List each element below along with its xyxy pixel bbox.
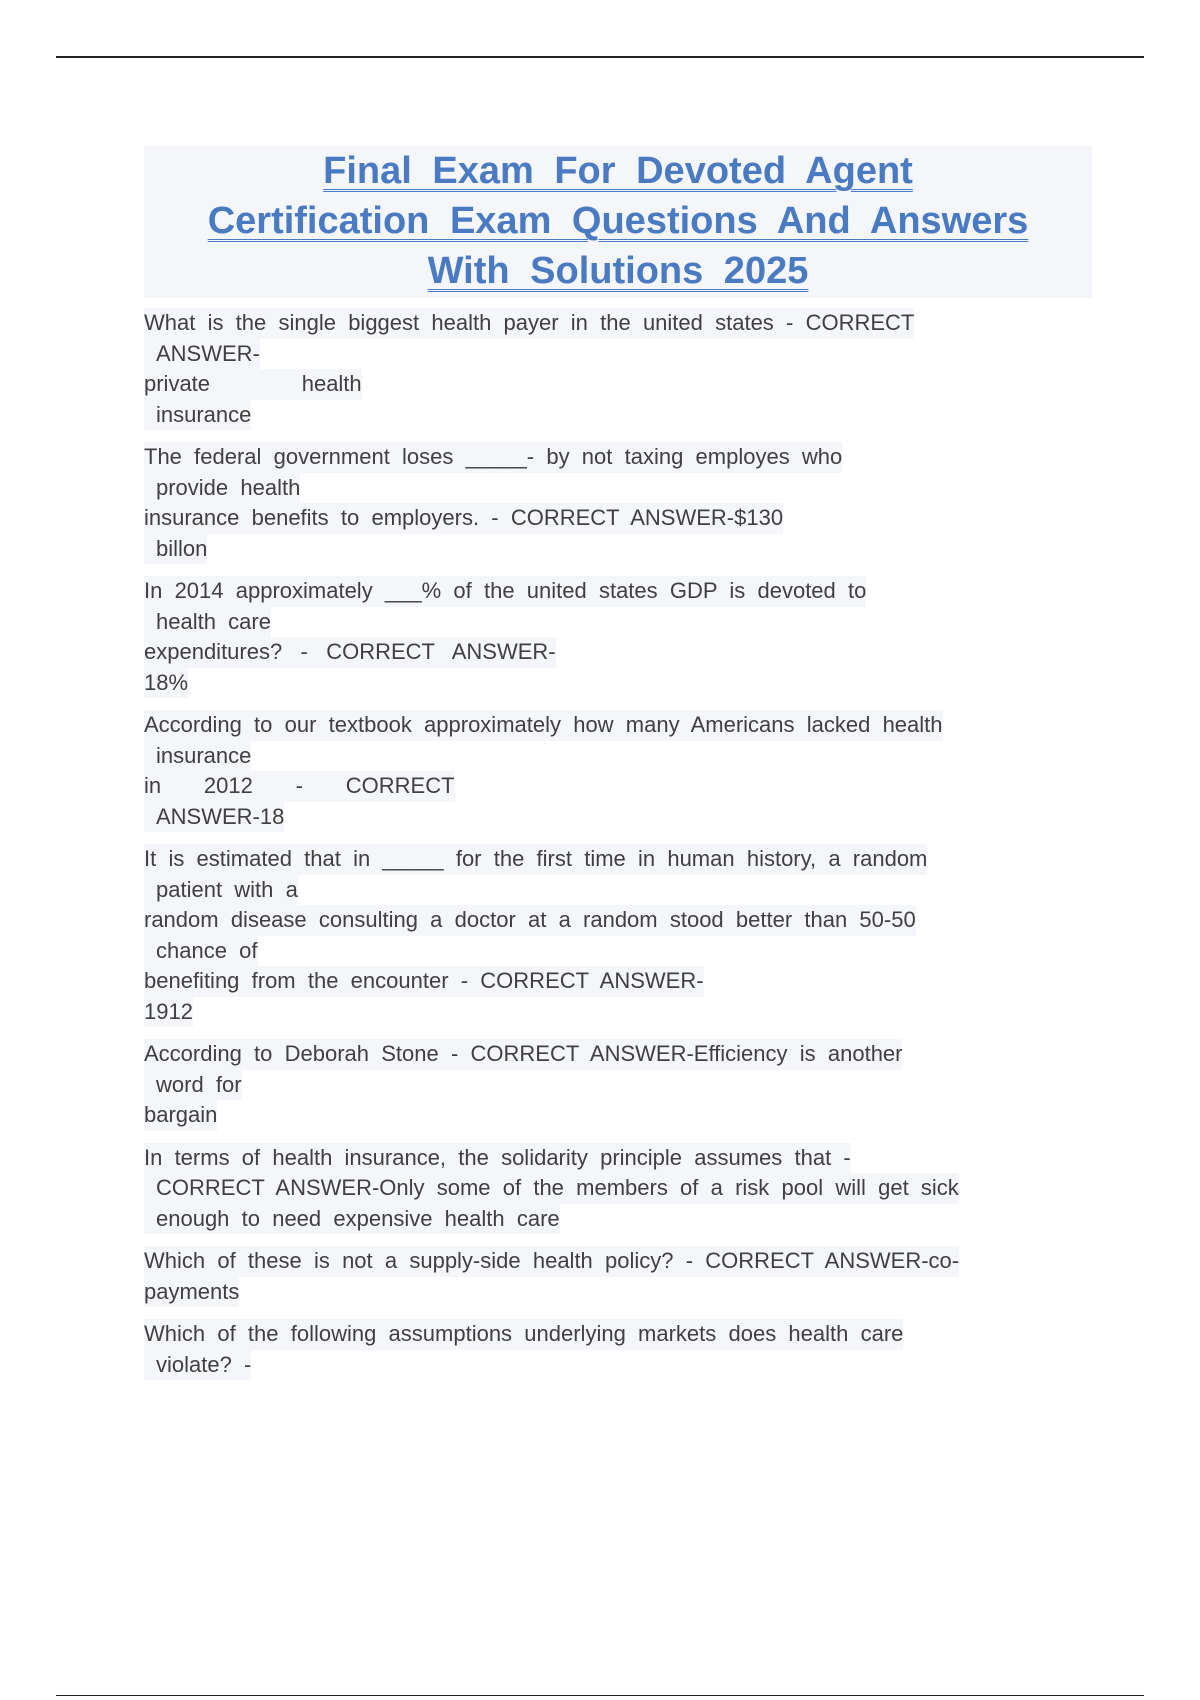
qa-line: 18% <box>144 668 188 699</box>
title-line <box>144 146 1092 196</box>
qa-item <box>144 1319 1084 1380</box>
qa-line: insurance benefits to employers. - CORRECT ANSWER-$130 <box>144 503 783 534</box>
qa-line: health care <box>144 607 271 638</box>
qa-line: chance of <box>144 936 258 967</box>
qa-line: The federal government loses _____- by not taxing employes who <box>144 442 842 473</box>
qa-item <box>144 308 1084 430</box>
qa-line: expenditures? - CORRECT ANSWER- <box>144 637 556 668</box>
qa-line: In terms of health insurance, the solidarity principle assumes that - <box>144 1143 851 1174</box>
qa-line: benefiting from the encounter - CORRECT ANSWER- <box>144 966 704 997</box>
qa-item <box>144 1039 1084 1131</box>
qa-line: billon <box>144 534 207 565</box>
qa-line: In 2014 approximately ___% of the united states GDP is devoted to <box>144 576 866 607</box>
qa-line: word for <box>144 1070 242 1101</box>
qa-line: enough to need expensive health care <box>144 1204 560 1235</box>
qa-line: in 2012 - CORRECT <box>144 771 455 802</box>
footer-rule <box>56 1695 1144 1696</box>
qa-line: According to our textbook approximately how many Americans lacked health <box>144 710 943 741</box>
title-text: Certification Exam Questions And Answers <box>207 200 1029 242</box>
qa-line: patient with a <box>144 875 298 906</box>
qa-line: ANSWER-18 <box>144 802 284 833</box>
qa-item <box>144 710 1084 832</box>
qa-line: CORRECT ANSWER-Only some of the members of a risk pool will get sick <box>144 1173 959 1204</box>
qa-line: ANSWER- <box>144 339 260 370</box>
document-title <box>144 146 1092 298</box>
qa-list <box>144 308 1084 1392</box>
qa-item <box>144 576 1084 698</box>
qa-line: 1912 <box>144 997 193 1028</box>
qa-line: It is estimated that in _____ for the first time in human history, a random <box>144 844 927 875</box>
qa-line: random disease consulting a doctor at a random stood better than 50-50 <box>144 905 916 936</box>
qa-line: bargain <box>144 1100 217 1131</box>
header-rule <box>56 56 1144 58</box>
title-line <box>144 196 1092 246</box>
qa-item <box>144 442 1084 564</box>
qa-line: Which of these is not a supply-side health policy? - CORRECT ANSWER-co- <box>144 1246 959 1277</box>
qa-line: Which of the following assumptions underlying markets does health care <box>144 1319 903 1350</box>
title-text: With Solutions 2025 <box>427 250 809 292</box>
qa-item <box>144 1246 1084 1307</box>
title-line <box>144 246 1092 296</box>
qa-line: What is the single biggest health payer in the united states - CORRECT <box>144 308 914 339</box>
qa-line: violate? - <box>144 1350 251 1381</box>
title-text: Final Exam For Devoted Agent <box>323 150 913 192</box>
qa-item <box>144 1143 1084 1235</box>
qa-line: According to Deborah Stone - CORRECT ANSWER-Efficiency is another <box>144 1039 902 1070</box>
qa-item <box>144 844 1084 1027</box>
qa-line: private health <box>144 369 362 400</box>
qa-line: insurance <box>144 741 251 772</box>
qa-line: provide health <box>144 473 300 504</box>
qa-line: insurance <box>144 400 251 431</box>
qa-line: payments <box>144 1277 239 1308</box>
